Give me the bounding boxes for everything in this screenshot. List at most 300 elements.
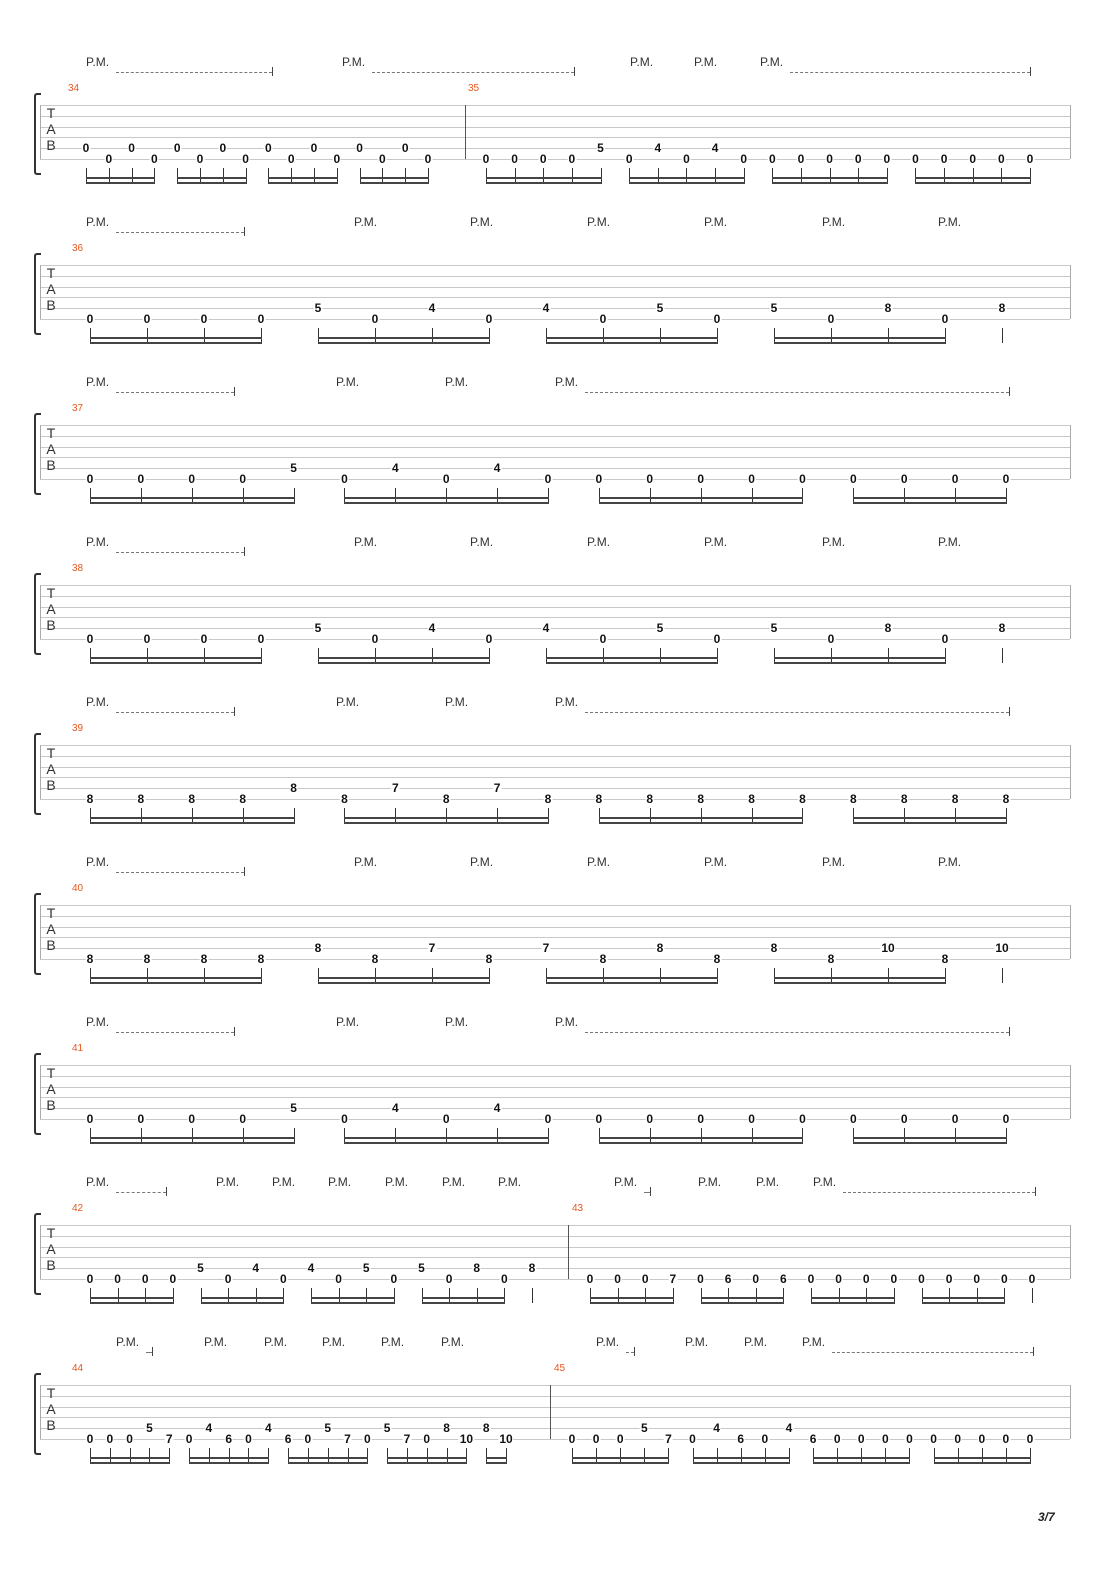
fret-number: 0 (697, 472, 704, 486)
page-number: 3/7 (1038, 1510, 1055, 1524)
fret-number: 0 (1028, 1272, 1036, 1286)
note-stem (145, 1288, 146, 1303)
note-stem (802, 488, 803, 503)
fret-number: 10 (881, 941, 895, 956)
note-stem (486, 168, 487, 183)
note-stem (223, 168, 224, 183)
note-stem (765, 1448, 766, 1463)
fret-number: 0 (379, 152, 386, 166)
palm-mute-end (244, 547, 245, 556)
fret-number: 0 (544, 1112, 552, 1126)
staff-line (40, 468, 1070, 469)
palm-mute-label: P.M. (587, 855, 611, 869)
tab-system (0, 535, 1110, 680)
note-stem (888, 648, 889, 663)
palm-mute-end (166, 1187, 167, 1196)
palm-mute-label: P.M. (354, 855, 378, 869)
palm-mute-extension (116, 392, 234, 393)
note-stem (977, 1288, 978, 1303)
measure-number: 44 (72, 1363, 84, 1374)
palm-mute-label: P.M. (614, 1175, 638, 1189)
fret-number: 0 (257, 632, 265, 646)
note-beam (693, 1457, 790, 1459)
note-stem (853, 808, 854, 823)
note-stem (446, 1128, 447, 1143)
measure-number: 38 (72, 563, 84, 574)
fret-number: 0 (973, 1272, 981, 1286)
note-beam (590, 1302, 674, 1304)
note-stem (432, 328, 433, 343)
palm-mute-extension (843, 1192, 1035, 1193)
fret-number: 0 (482, 152, 490, 166)
tab-clef-letter: A (46, 281, 56, 297)
note-stem (204, 968, 205, 983)
fret-number: 0 (941, 632, 949, 646)
fret-number: 0 (106, 1432, 114, 1446)
note-stem (955, 1128, 956, 1143)
fret-number: 8 (443, 1421, 450, 1436)
note-stem (858, 168, 859, 183)
note-beam (177, 182, 246, 184)
note-beam (772, 182, 888, 184)
note-stem (949, 1288, 950, 1303)
bar-line (40, 1225, 41, 1279)
fret-number: 5 (314, 301, 322, 316)
bar-line (40, 745, 41, 799)
note-beam (546, 342, 718, 344)
fret-number: 8 (239, 792, 246, 806)
palm-mute-end (1033, 1347, 1034, 1356)
fret-number: 5 (324, 1421, 332, 1436)
note-beam (813, 1462, 910, 1464)
note-stem (922, 1288, 923, 1303)
note-stem (308, 1448, 309, 1463)
palm-mute-label: P.M. (498, 1175, 522, 1189)
note-beam (629, 177, 745, 179)
palm-mute-label: P.M. (86, 695, 110, 709)
note-stem (466, 1448, 467, 1463)
fret-number: 0 (304, 1432, 312, 1446)
note-stem (204, 328, 205, 343)
fret-number: 0 (799, 1112, 806, 1126)
fret-number: 8 (341, 792, 348, 806)
fret-number: 0 (849, 472, 857, 486)
note-beam (318, 342, 490, 344)
fret-number: 0 (188, 1112, 196, 1126)
note-stem (915, 168, 916, 183)
note-beam (90, 1302, 174, 1304)
fret-number: 0 (1002, 1112, 1010, 1126)
fret-number: 0 (799, 472, 806, 486)
fret-number: 0 (141, 1272, 149, 1286)
fret-number: 0 (86, 1272, 94, 1286)
tab-clef-letter: T (46, 1385, 56, 1401)
staff-line (40, 1407, 1070, 1408)
note-beam (811, 1297, 895, 1299)
note-stem (650, 488, 651, 503)
fret-number: 0 (625, 152, 633, 166)
note-stem (497, 808, 498, 823)
fret-number: 0 (485, 632, 493, 646)
fret-number: 8 (595, 792, 603, 806)
note-beam (774, 337, 946, 339)
note-stem (446, 488, 447, 503)
fret-number: 4 (428, 621, 436, 636)
note-beam (90, 1297, 174, 1299)
tab-clef-letter: B (46, 1417, 56, 1433)
note-beam (546, 662, 718, 664)
fret-number: 8 (951, 792, 959, 806)
fret-number: 0 (169, 1272, 177, 1286)
note-stem (645, 1288, 646, 1303)
note-stem (90, 1448, 91, 1463)
tab-system (0, 855, 1110, 1000)
tab-clef-letter: A (46, 1081, 56, 1097)
note-stem (173, 1288, 174, 1303)
palm-mute-label: P.M. (354, 535, 378, 549)
staff-line (40, 127, 1070, 128)
note-stem (866, 1288, 867, 1303)
fret-number: 0 (614, 1272, 621, 1286)
note-beam (189, 1457, 269, 1459)
fret-number: 0 (1026, 1432, 1034, 1446)
note-beam (90, 497, 295, 499)
staff-line (40, 447, 1070, 448)
note-stem (246, 168, 247, 183)
note-stem (772, 168, 773, 183)
fret-number: 0 (424, 152, 432, 166)
fret-number: 0 (713, 632, 721, 646)
note-stem (427, 1448, 428, 1463)
tab-clef-letter: A (46, 441, 56, 457)
note-stem (477, 1288, 478, 1303)
fret-number: 0 (599, 312, 607, 326)
note-stem (744, 168, 745, 183)
fret-number: 0 (86, 1112, 94, 1126)
note-beam (774, 662, 946, 664)
fret-number: 0 (341, 1112, 348, 1126)
note-beam (572, 1462, 669, 1464)
staff-line (40, 1396, 1070, 1397)
fret-number: 8 (314, 941, 322, 956)
fret-number: 0 (356, 141, 363, 156)
tab-clef-letter: B (46, 617, 56, 633)
palm-mute-extension (116, 1032, 234, 1033)
fret-number: 0 (1026, 152, 1034, 166)
note-beam (599, 1137, 804, 1139)
palm-mute-label: P.M. (813, 1175, 837, 1189)
staff-line (40, 937, 1070, 938)
fret-number: 4 (542, 301, 550, 316)
palm-mute-label: P.M. (555, 695, 579, 709)
staff-line (40, 585, 1070, 586)
staff-line (40, 628, 1070, 629)
fret-number: 8 (998, 301, 1006, 316)
measure-number: 40 (72, 883, 84, 894)
fret-number: 0 (592, 1432, 600, 1446)
note-beam (90, 342, 262, 344)
note-stem (955, 488, 956, 503)
fret-number: 7 (165, 1432, 173, 1446)
note-stem (774, 968, 775, 983)
note-beam (774, 977, 946, 979)
palm-mute-label: P.M. (555, 375, 579, 389)
fret-number: 0 (371, 632, 379, 646)
note-stem (86, 168, 87, 183)
note-stem (200, 168, 201, 183)
note-stem (1006, 1128, 1007, 1143)
tab-system (0, 215, 1110, 360)
staff-line (40, 276, 1070, 277)
fret-number: 0 (616, 1432, 624, 1446)
tab-clef-letter: B (46, 1257, 56, 1273)
note-stem (169, 1448, 170, 1463)
palm-mute-label: P.M. (938, 215, 962, 229)
fret-number: 0 (748, 1112, 755, 1126)
note-stem (715, 168, 716, 183)
note-stem (204, 648, 205, 663)
palm-mute-label: P.M. (698, 1175, 722, 1189)
palm-mute-extension (585, 1032, 1009, 1033)
fret-number: 0 (224, 1272, 232, 1286)
fret-number: 4 (785, 1421, 793, 1436)
note-beam (90, 657, 262, 659)
note-stem (360, 168, 361, 183)
note-stem (958, 1448, 959, 1463)
palm-mute-label: P.M. (336, 1015, 360, 1029)
note-stem (839, 1288, 840, 1303)
note-stem (1004, 1288, 1005, 1303)
palm-mute-extension (585, 712, 1009, 713)
fret-number: 0 (912, 152, 919, 166)
palm-mute-label: P.M. (86, 1175, 110, 1189)
bar-line (1070, 105, 1071, 159)
note-stem (118, 1288, 119, 1303)
note-stem (130, 1448, 131, 1463)
palm-mute-label: P.M. (756, 1175, 780, 1189)
note-beam (546, 337, 718, 339)
note-beam (318, 982, 490, 984)
note-stem (229, 1448, 230, 1463)
fret-number: 8 (941, 952, 949, 966)
fret-number: 5 (770, 301, 778, 316)
staff-line (40, 1247, 1070, 1248)
note-stem (650, 808, 651, 823)
note-beam (311, 1297, 395, 1299)
fret-number: 8 (900, 792, 908, 806)
fret-number: 0 (86, 1432, 94, 1446)
staff-line (40, 265, 1070, 266)
fret-number: 4 (264, 1421, 272, 1436)
bar-line (465, 105, 466, 159)
fret-number: 0 (797, 152, 805, 166)
fret-number: 8 (646, 792, 654, 806)
note-stem (546, 328, 547, 343)
palm-mute-label: P.M. (322, 1335, 346, 1349)
note-beam (546, 977, 718, 979)
fret-number: 4 (493, 461, 501, 476)
note-beam (90, 822, 295, 824)
fret-number: 4 (391, 461, 399, 476)
tab-system (0, 55, 1110, 200)
note-stem (394, 1288, 395, 1303)
note-stem (90, 328, 91, 343)
note-stem (774, 328, 775, 343)
note-stem (603, 328, 604, 343)
palm-mute-label: P.M. (822, 215, 846, 229)
note-stem (192, 1128, 193, 1143)
note-stem (375, 648, 376, 663)
note-beam (629, 182, 745, 184)
note-stem (618, 1288, 619, 1303)
note-stem (90, 488, 91, 503)
fret-number: 0 (137, 472, 145, 486)
note-beam (344, 1142, 549, 1144)
note-beam (853, 817, 1007, 819)
note-beam (774, 982, 946, 984)
tab-clef-letter: B (46, 457, 56, 473)
fret-number: 0 (807, 1272, 815, 1286)
palm-mute-label: P.M. (938, 535, 962, 549)
note-stem (375, 328, 376, 343)
staff-line (40, 617, 1070, 618)
note-stem (789, 1448, 790, 1463)
note-beam (387, 1462, 467, 1464)
note-stem (660, 328, 661, 343)
palm-mute-label: P.M. (470, 855, 494, 869)
note-beam (318, 337, 490, 339)
fret-number: 8 (442, 792, 450, 806)
staff-line (40, 767, 1070, 768)
note-stem (337, 168, 338, 183)
fret-number: 0 (86, 472, 94, 486)
fret-number: 0 (599, 632, 607, 646)
note-stem (109, 168, 110, 183)
fret-number: 0 (752, 1272, 760, 1286)
note-beam (318, 662, 490, 664)
fret-number: 0 (442, 1112, 450, 1126)
note-stem (395, 1128, 396, 1143)
note-stem (90, 968, 91, 983)
note-stem (344, 808, 345, 823)
palm-mute-label: P.M. (272, 1175, 296, 1189)
note-stem (717, 648, 718, 663)
palm-mute-label: P.M. (336, 375, 360, 389)
note-stem (1030, 1448, 1031, 1463)
palm-mute-extension (116, 1192, 166, 1193)
fret-number: 0 (257, 312, 265, 326)
palm-mute-label: P.M. (116, 1335, 140, 1349)
note-stem (861, 1448, 862, 1463)
note-stem (318, 328, 319, 343)
note-beam (318, 657, 490, 659)
palm-mute-label: P.M. (86, 215, 110, 229)
fret-number: 8 (998, 621, 1006, 636)
fret-number: 0 (86, 632, 94, 646)
fret-number: 0 (646, 1112, 654, 1126)
fret-number: 5 (314, 621, 322, 636)
note-stem (497, 1128, 498, 1143)
note-stem (311, 1288, 312, 1303)
note-stem (497, 488, 498, 503)
fret-number: 8 (697, 792, 704, 806)
note-stem (192, 808, 193, 823)
fret-number: 0 (442, 472, 450, 486)
bar-line (1070, 745, 1071, 799)
note-stem (243, 488, 244, 503)
fret-number: 4 (713, 1421, 720, 1436)
note-beam (90, 1462, 170, 1464)
bar-line (1070, 265, 1071, 319)
palm-mute-label: P.M. (470, 215, 494, 229)
note-beam (344, 822, 549, 824)
palm-mute-end (634, 1347, 635, 1356)
fret-number: 0 (363, 1432, 371, 1446)
palm-mute-extension (116, 552, 244, 553)
fret-number: 0 (748, 472, 755, 486)
note-stem (660, 968, 661, 983)
note-beam (853, 822, 1007, 824)
staff-line (40, 308, 1070, 309)
note-stem (432, 648, 433, 663)
note-stem (620, 1448, 621, 1463)
staff-line (40, 1225, 1070, 1226)
staff-line (40, 105, 1070, 106)
note-stem (802, 1128, 803, 1143)
note-beam (177, 177, 246, 179)
measure-number: 34 (68, 83, 80, 94)
fret-number: 0 (1002, 1432, 1010, 1446)
palm-mute-end (234, 387, 235, 396)
note-beam (288, 1462, 368, 1464)
note-stem (447, 1448, 448, 1463)
note-stem (813, 1448, 814, 1463)
palm-mute-extension (790, 72, 1030, 73)
staff-line (40, 639, 1070, 640)
staff-line (40, 1087, 1070, 1088)
fret-number: 7 (428, 941, 436, 956)
note-beam (853, 1142, 1007, 1144)
tab-clef-letter: A (46, 761, 56, 777)
note-stem (294, 1128, 295, 1143)
bar-line (40, 1065, 41, 1119)
note-stem (853, 1128, 854, 1143)
fret-number: 5 (290, 1101, 297, 1116)
note-stem (658, 168, 659, 183)
fret-number: 8 (770, 941, 778, 956)
tab-clef-letter: A (46, 121, 56, 137)
note-stem (1006, 488, 1007, 503)
fret-number: 0 (239, 1112, 246, 1126)
fret-number: 0 (185, 1432, 193, 1446)
staff-line (40, 436, 1070, 437)
note-stem (141, 808, 142, 823)
fret-number: 0 (287, 152, 295, 166)
note-beam (853, 497, 1007, 499)
palm-mute-label: P.M. (216, 1175, 240, 1189)
note-stem (887, 168, 888, 183)
note-stem (407, 1448, 408, 1463)
palm-mute-label: P.M. (822, 855, 846, 869)
fret-number: 0 (544, 472, 552, 486)
note-beam (268, 182, 337, 184)
note-stem (177, 168, 178, 183)
note-beam (813, 1457, 910, 1459)
fret-number: 7 (344, 1432, 351, 1446)
fret-number: 0 (595, 1112, 603, 1126)
palm-mute-label: P.M. (694, 55, 718, 69)
staff-line (40, 1268, 1070, 1269)
